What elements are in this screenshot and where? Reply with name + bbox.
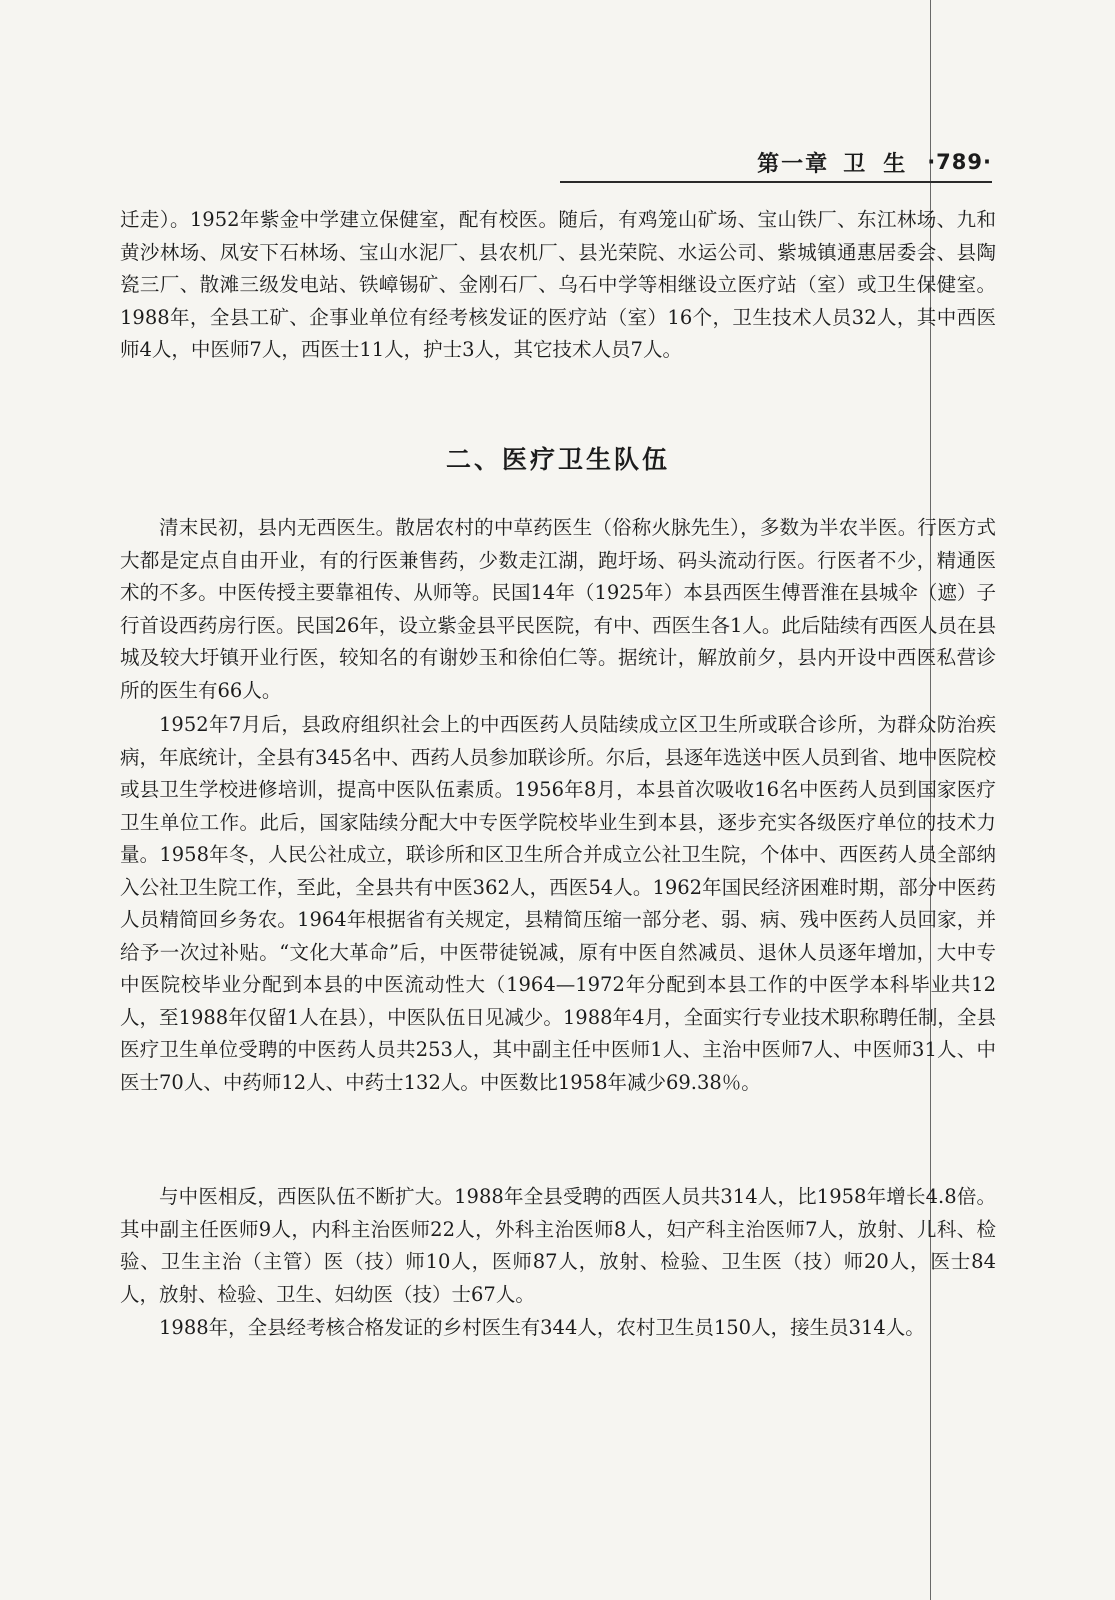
paragraph-3: 1952年7月后，县政府组织社会上的中西医药人员陆续成立区卫生所或联合诊所，为群众防治疾病，年底统计，全县有345名中、西药人员参加联诊所。尔后，县逐年选送中医人员到省、地中医院校或县卫生学校进修培训，提高中医队伍素质。1956年8月，本县首次吸收16名中医药人员到国家医疗卫生单位工作。此后，国家陆续分配大中专医学院校毕业生到本县，逐步充实各级医疗单位的技术力量。1958年冬，人民公社成立，联诊所和区卫生所合并成立公社卫生院，个体中、西医药人员全部纳入公社卫生院工作，至此，全县共有中医362人，西医54人。1962年国民经济困难时期，部分中医药人员精简回乡务农。1964年根据省有关规定，县精简压缩一部分老、弱、病、残中医药人员回家，并给予一次过补贴。“文化大革命”后，中医带徒锐减，原有中医自然减员、退休人员逐年增加，大中专中医院校毕业分配到本县的中医流动性大（1964—1972年分配到本县工作的中医学本科毕业共12人，至1988年仅留1人在县），中医队伍日见减少。1988年4月，全面实行专业技术职称聘任制，全县医疗卫生单位受聘的中医药人员共253人，其中副主任中医师1人、主治中医师7人、中医师31人、中医士70人、中药师12人、中药士132人。中医数比1958年减少69.38％。 xyxy=(120,713,996,1094)
chapter-label: 第一章 xyxy=(757,151,830,177)
paragraph-2: 清末民初，县内无西医生。散居农村的中草药医生（俗称火脉先生），多数为半农半医。行医方式大都是定点自由开业，有的行医兼售药，少数走江湖，跑圩场、码头流动行医。行医者不少，精通医术的不多。中医传授主要靠祖传、从师等。民国14年（1925年）本县西医生傅晋淮在县城伞（遮）子行首设西药房行医。民国26年，设立紫金县平民医院，有中、西医生各1人。此后陆续有西医人员在县城及较大圩镇开业行医，较知名的有谢妙玉和徐伯仁等。据统计，解放前夕，县内开设中西医私营诊所的医生有66人。 xyxy=(120,516,996,702)
running-header xyxy=(560,143,992,183)
section-label: 卫生 xyxy=(843,151,924,177)
paragraph-5: 1988年，全县经考核合格发证的乡村医生有344人，农村卫生员150人，接生员314人。 xyxy=(159,1316,925,1339)
section-heading: 二、医疗卫生队伍 xyxy=(445,445,670,474)
paragraph-1: 迁走）。1952年紫金中学建立保健室，配有校医。随后，有鸡笼山矿场、宝山铁厂、东江林场、九和黄沙林场、凤安下石林场、宝山水泥厂、县农机厂、县光荣院、水运公司、紫城镇通惠居委会、县陶瓷三厂、散滩三级发电站、铁嶂锡矿、金刚石厂、乌石中学等相继设立医疗站（室）或卫生保健室。1988年，全县工矿、企事业单位有经考核发证的医疗站（室）16个，卫生技术人员32人，其中西医师4人，中医师7人，西医士11人，护士3人，其它技术人员7人。 xyxy=(120,208,996,361)
paragraph-4: 与中医相反，西医队伍不断扩大。1988年全县受聘的西医人员共314人，比1958年增长4.8倍。其中副主任医师9人，内科主治医师22人，外科主治医师8人，妇产科主治医师7人，放射、儿科、检验、卫生主治（主管）医（技）师10人，医师87人，放射、检验、卫生医（技）师20人，医士84人，放射、检验、卫生、妇幼医（技）士67人。 xyxy=(120,1185,996,1306)
page-number: ·789· xyxy=(927,150,992,174)
